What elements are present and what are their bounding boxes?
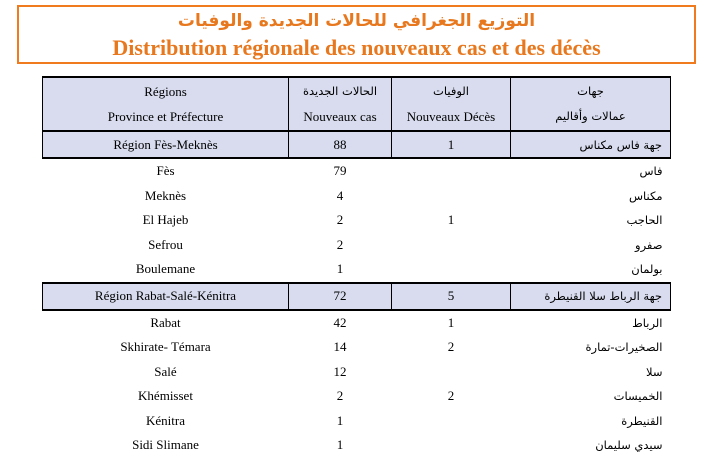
header-regions-line1: Régions [144, 84, 187, 99]
table-row [43, 233, 671, 258]
title-french: Distribution régionale des nouveaux cas et des décès [112, 35, 601, 60]
region-name-cell: Sidi Slimane [132, 437, 199, 453]
header-new-cases-french: Nouveaux cas [303, 109, 377, 124]
region-name-cell: Fès [156, 163, 175, 179]
header-new-cases-arabic: الحالات الجديدة [302, 84, 378, 98]
new-cases-cell: 79 [333, 163, 347, 179]
region-name-cell: Région Rabat-Salé-Kénitra [43, 283, 289, 310]
header-new-deaths [392, 77, 511, 131]
header-regions-arabic [511, 77, 671, 131]
region-name-arabic-cell: الخميسات [613, 389, 663, 404]
header-new-cases [289, 77, 392, 131]
table-body [43, 131, 671, 458]
table-row [43, 257, 671, 283]
new-deaths-cell: 1 [447, 212, 455, 228]
region-name-arabic-cell: جهة الرباط سلا القنيطرة [511, 283, 671, 310]
new-deaths-cell: 2 [447, 339, 455, 355]
new-deaths-cell [392, 433, 511, 458]
region-name-arabic-cell: الرباط [632, 315, 663, 330]
header-new-deaths-arabic: الوفيات [433, 84, 469, 98]
region-name-cell: Meknès [144, 187, 187, 203]
region-name-cell: Région Fès-Meknès [43, 131, 289, 158]
new-cases-cell: 14 [333, 339, 347, 355]
region-name-cell: Kénitra [146, 412, 185, 428]
region-row [43, 283, 671, 310]
region-name-arabic-cell: القنيطرة [621, 413, 663, 428]
new-cases-cell: 1 [336, 261, 344, 277]
region-name-cell: Rabat [150, 314, 181, 330]
table-row [43, 158, 671, 184]
table-row [43, 409, 671, 434]
new-cases-cell: 12 [333, 363, 347, 379]
header-regions [43, 77, 289, 131]
new-deaths-cell: 2 [447, 388, 455, 404]
new-deaths-cell [392, 158, 511, 184]
region-name-arabic-cell: بولمان [631, 262, 663, 277]
header-regions-line2: Province et Préfecture [107, 109, 224, 124]
region-name-arabic-cell: مكناس [628, 188, 663, 203]
region-name-cell: Boulemane [135, 261, 196, 277]
new-cases-cell: 2 [336, 236, 344, 252]
region-name-arabic-cell: فاس [639, 164, 663, 179]
header-new-deaths-french: Nouveaux Décès [406, 109, 496, 124]
table-header-row [43, 77, 671, 131]
title-arabic: التوزيع الجغرافي للحالات الجديدة والوفيات [177, 11, 536, 31]
header-regions-arabic-line2: عمالات وأقاليم [555, 109, 626, 123]
table-row [43, 335, 671, 360]
table-row [43, 208, 671, 233]
new-deaths-cell [392, 233, 511, 258]
new-deaths-cell [392, 184, 511, 209]
new-cases-cell: 88 [289, 131, 392, 158]
new-deaths-cell [392, 360, 511, 385]
region-name-arabic-cell: الصخيرات-تمارة [585, 340, 663, 355]
table-row [43, 384, 671, 409]
region-name-arabic-cell: جهة فاس مكناس [511, 131, 671, 158]
table-row [43, 360, 671, 385]
region-name-arabic-cell: سلا [646, 364, 663, 379]
new-cases-cell: 1 [336, 437, 344, 453]
region-name-cell: El Hajeb [142, 212, 189, 228]
new-cases-cell: 72 [289, 283, 392, 310]
new-cases-cell: 1 [336, 412, 344, 428]
header-regions-arabic-line1: جهات [577, 84, 604, 98]
region-name-cell: Sefrou [148, 236, 183, 252]
new-cases-cell: 4 [336, 187, 344, 203]
cases-table [42, 76, 671, 458]
new-cases-cell: 2 [336, 388, 344, 404]
region-name-cell: Salé [154, 363, 177, 379]
new-cases-cell: 2 [336, 212, 344, 228]
new-deaths-cell: 5 [392, 283, 511, 310]
title-box [17, 5, 696, 64]
region-name-cell: Skhirate- Témara [120, 339, 211, 355]
region-row [43, 131, 671, 158]
region-name-arabic-cell: سيدي سليمان [595, 438, 663, 453]
table-row [43, 184, 671, 209]
table-row [43, 433, 671, 458]
region-name-arabic-cell: الحاجب [626, 213, 663, 228]
new-deaths-cell [392, 257, 511, 283]
new-deaths-cell: 1 [447, 314, 455, 330]
new-cases-cell: 42 [333, 314, 347, 330]
table-row [43, 310, 671, 336]
new-deaths-cell: 1 [392, 131, 511, 158]
new-deaths-cell [392, 409, 511, 434]
region-name-cell: Khémisset [138, 388, 193, 404]
region-name-arabic-cell: صفرو [635, 237, 663, 252]
